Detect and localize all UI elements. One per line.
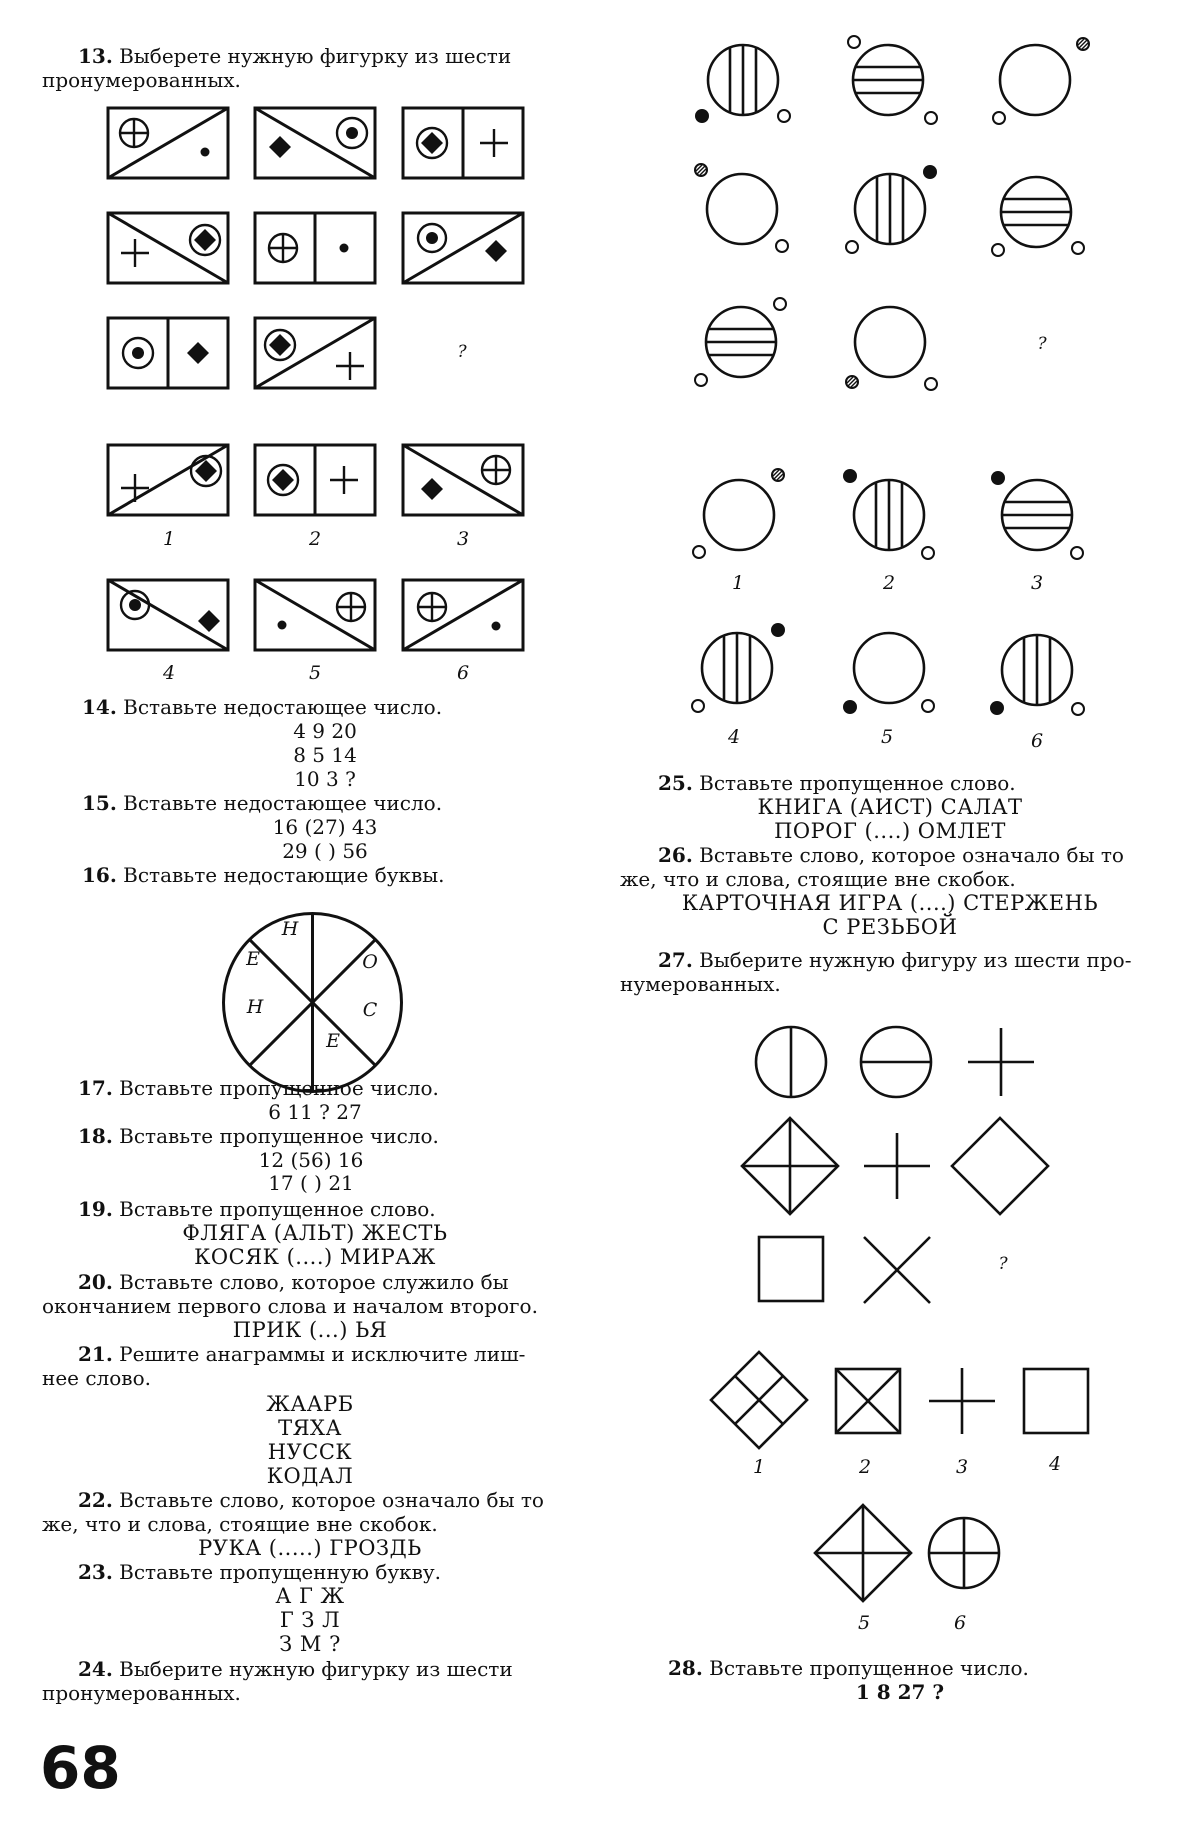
q13-text-cont: пронумерованных. (42, 68, 241, 92)
q24-option-label: 6 (1030, 730, 1044, 752)
q13-question-mark: ? (457, 342, 467, 362)
q24-option-label: 1 (731, 572, 745, 594)
q24-option-label: 2 (882, 572, 896, 594)
q16-letter: О (362, 951, 378, 973)
q26-row: С РЕЗЬБОЙ (822, 915, 958, 939)
q27-option-label: 5 (857, 1612, 871, 1634)
q25-text: Вставьте пропущенное слово. (699, 771, 1016, 795)
q18-heading (78, 1124, 439, 1148)
q25-number: 25. (658, 771, 693, 795)
q27-number: 27. (658, 948, 693, 972)
q21-row: ТЯХА (278, 1416, 342, 1440)
q23-row: А Г Ж (275, 1584, 345, 1608)
q24-text: Выберите нужную фигурку из шести (119, 1657, 513, 1681)
q17-number: 17. (78, 1076, 113, 1100)
q22-text-cont: же, что и слова, стоящие вне скобок. (42, 1512, 438, 1536)
q22-heading (78, 1488, 544, 1512)
q25-heading (658, 771, 1016, 795)
q18-number: 18. (78, 1124, 113, 1148)
q24-figures (600, 0, 1200, 760)
page-number: 68 (40, 1734, 121, 1802)
q24-option-label: 4 (727, 726, 741, 748)
q14-row: 4 9 20 (293, 719, 357, 743)
q28-heading (668, 1656, 1029, 1680)
q13-option-label: 3 (456, 528, 470, 550)
q14-text: Вставьте недостающее число. (123, 695, 443, 719)
q18-row: 17 ( ) 21 (268, 1171, 354, 1195)
q21-row: ЖААРБ (266, 1392, 354, 1416)
q23-row: Г З Л (279, 1608, 341, 1632)
q21-number: 21. (78, 1342, 113, 1366)
q17-text: Вставьте пропущенное число. (119, 1076, 439, 1100)
q22-text: Вставьте слово, которое означало бы то (119, 1488, 544, 1512)
q13-option-label: 1 (162, 528, 176, 550)
q26-number: 26. (658, 843, 693, 867)
q26-text: Вставьте слово, которое означало бы то (699, 843, 1124, 867)
q13-number: 13. (78, 44, 113, 68)
q19-row: ФЛЯГА (АЛЬТ) ЖЕСТЬ (182, 1221, 448, 1245)
q27-option-label: 4 (1048, 1453, 1062, 1475)
q17-heading (78, 1076, 439, 1100)
q26-heading (658, 843, 1124, 867)
q28-number: 28. (668, 1656, 703, 1680)
q19-text: Вставьте пропущенное слово. (119, 1197, 436, 1221)
q16-letter: Н (246, 996, 264, 1018)
q26-row: КАРТОЧНАЯ ИГРА (....) СТЕРЖЕНЬ (681, 891, 1099, 915)
q27-heading (658, 948, 1131, 972)
q24-question-mark: ? (1037, 334, 1047, 354)
q21-text-cont: нее слово. (42, 1366, 151, 1390)
q15-number: 15. (82, 791, 117, 815)
q18-row: 12 (56) 16 (258, 1148, 364, 1172)
q13-text: Выберете нужную фигурку из шести (119, 44, 512, 68)
q21-row: НУССК (267, 1440, 353, 1464)
q23-heading (78, 1560, 441, 1584)
q16-letter: Н (281, 918, 299, 940)
q19-heading (78, 1197, 436, 1221)
q13-option-label: 2 (308, 528, 322, 550)
q24-heading (78, 1657, 513, 1681)
q20-text-cont: окончанием первого слова и началом второго. (42, 1294, 538, 1318)
q15-row: 16 (27) 43 (272, 815, 378, 839)
q28-text: Вставьте пропущенное число. (709, 1656, 1029, 1680)
q17-row: 6 11 ? 27 (268, 1100, 362, 1124)
q20-number: 20. (78, 1270, 113, 1294)
q14-row: 10 3 ? (294, 767, 356, 791)
q20-heading (78, 1270, 509, 1294)
q18-text: Вставьте пропущенное число. (119, 1124, 439, 1148)
q22-row: РУКА (.....) ГРОЗДЬ (198, 1536, 422, 1560)
q15-row: 29 ( ) 56 (282, 839, 368, 863)
q14-number: 14. (82, 695, 117, 719)
q22-number: 22. (78, 1488, 113, 1512)
q23-number: 23. (78, 1560, 113, 1584)
q15-heading (82, 791, 442, 815)
q23-text: Вставьте пропущенную букву. (119, 1560, 442, 1584)
q26-text-cont: же, что и слова, стоящие вне скобок. (620, 867, 1016, 891)
q27-text: Выберите нужную фигуру из шести про- (699, 948, 1132, 972)
q27-figures (600, 1000, 1200, 1620)
q27-question-mark: ? (998, 1254, 1008, 1274)
q27-text-cont: нумерованных. (620, 972, 781, 996)
q16-heading (82, 863, 445, 887)
q13-option-label: 4 (162, 662, 176, 684)
q27-option-label: 6 (953, 1612, 967, 1634)
q24-text-cont: пронумерованных. (42, 1681, 241, 1705)
q25-row: КНИГА (АИСТ) САЛАТ (757, 795, 1023, 819)
q14-heading (82, 695, 442, 719)
q23-row: З М ? (279, 1632, 341, 1656)
q19-row: КОСЯК (....) МИРАЖ (194, 1245, 436, 1269)
q20-row: ПРИК (...) ЬЯ (232, 1318, 388, 1342)
q13-option-label: 6 (456, 662, 470, 684)
q16-letter: Е (246, 948, 260, 970)
q19-number: 19. (78, 1197, 113, 1221)
q27-option-label: 1 (752, 1456, 766, 1478)
q28-row: 1 8 27 ? (855, 1680, 945, 1704)
q16-letter: С (362, 999, 378, 1021)
q13-figures (0, 0, 600, 700)
q14-row: 8 5 14 (293, 743, 357, 767)
q27-option-label: 3 (955, 1456, 969, 1478)
q24-number: 24. (78, 1657, 113, 1681)
q13-option-label: 5 (308, 662, 322, 684)
q21-heading (78, 1342, 525, 1366)
q21-row: КОДАЛ (266, 1464, 354, 1488)
q25-row: ПОРОГ (....) ОМЛЕТ (774, 819, 1006, 843)
q16-text: Вставьте недостающие буквы. (123, 863, 445, 887)
q24-option-label: 5 (880, 726, 894, 748)
q16-letter: Е (326, 1030, 340, 1052)
q24-option-label: 3 (1030, 572, 1044, 594)
q27-option-label: 2 (858, 1456, 872, 1478)
q16-number: 16. (82, 863, 117, 887)
q21-text: Решите анаграммы и исключите лиш- (119, 1342, 526, 1366)
q15-text: Вставьте недостающее число. (123, 791, 443, 815)
q20-text: Вставьте слово, которое служило бы (119, 1270, 509, 1294)
